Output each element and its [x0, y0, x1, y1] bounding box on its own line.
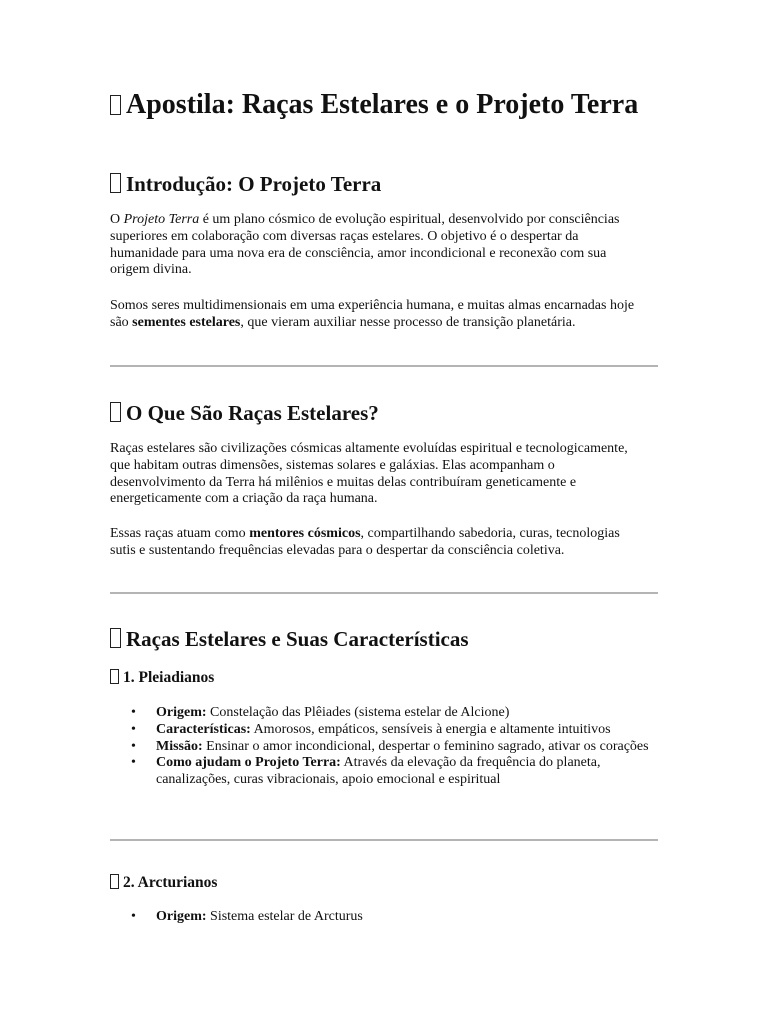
arcturianos-heading	[110, 873, 217, 893]
intro-paragraph-2	[110, 298, 640, 332]
item-label: Como ajudam o Projeto Terra:	[156, 755, 341, 771]
item-text: Ensinar o amor incondicional, despertar o feminino sagrado, ativar os corações	[202, 738, 649, 754]
intro-p1-after: é um plano cósmico de evolução espiritual, desenvolvido por consciências superiores em colaboração com diversas raças estelares. O objetivo é o despertar da humanidade para uma nova era de consciência, amor incondicional e reconexão com sua origem divina.	[110, 212, 620, 278]
document-title-text: Apostila: Raças Estelares e o Projeto Terra	[126, 89, 639, 120]
emoji-placeholder-icon	[110, 874, 119, 889]
list-item	[110, 722, 658, 739]
what-p2-bold: mentores cósmicos	[249, 526, 361, 541]
intro-p1-before: O	[110, 212, 124, 227]
item-label: Missão:	[156, 738, 203, 754]
item-text: Sistema estelar de Arcturus	[206, 909, 363, 924]
intro-p2-after: , que vieram auxiliar nesse processo de transição planetária.	[240, 314, 576, 330]
list-item	[110, 755, 658, 789]
pleiadianos-heading-text: 1. Pleiadianos	[123, 669, 215, 686]
intro-paragraph-1	[110, 212, 640, 279]
intro-heading	[110, 171, 381, 197]
item-label: Origem:	[156, 705, 207, 720]
divider	[110, 839, 658, 841]
races-heading-text: Raças Estelares e Suas Características	[126, 627, 469, 651]
item-text: Amorosos, empáticos, sensíveis à energia e altamente intuitivos	[250, 721, 611, 737]
emoji-placeholder-icon	[110, 669, 119, 684]
what-paragraph-2	[110, 526, 640, 560]
emoji-placeholder-icon	[110, 173, 121, 193]
emoji-placeholder-icon	[110, 95, 121, 115]
item-label: Características:	[156, 721, 251, 737]
what-heading	[110, 400, 379, 426]
races-heading	[110, 626, 469, 652]
what-paragraph-1: Raças estelares são civilizações cósmicas altamente evoluídas espiritual e tecnologicamente, que habitam outras dimensões, sistemas solares e galáxias. Elas acompanham o desenvolvimento da Terra há milênios e muitas delas contribuíram geneticamente e energeticamente com a criação da raça humana.	[110, 441, 628, 507]
intro-p2-bold: sementes estelares	[132, 314, 241, 330]
intro-heading-text: Introdução: O Projeto Terra	[126, 172, 382, 196]
intro-p2-before: Somos seres multidimensionais em uma experiência humana, e muitas almas encarnadas hoje são	[110, 298, 635, 330]
emoji-placeholder-icon	[110, 628, 121, 648]
item-text: Constelação das Plêiades (sistema estelar de Alcione)	[206, 705, 510, 720]
list-item	[110, 909, 658, 926]
what-p2-after: , compartilhando sabedoria, curas, tecnologias sutis e sustentando frequências elevadas para o despertar da consciência coletiva.	[110, 526, 620, 558]
pleiadianos-list	[110, 705, 658, 789]
what-heading-text: O Que São Raças Estelares?	[126, 401, 379, 425]
item-text: Através da elevação da frequência do planeta, canalizações, curas vibracionais, apoio emocional e espiritual	[156, 755, 601, 788]
arcturianos-list	[110, 909, 658, 926]
list-item	[110, 705, 658, 722]
divider	[110, 592, 658, 594]
divider	[110, 365, 658, 367]
list-item	[110, 739, 658, 756]
emoji-placeholder-icon	[110, 402, 121, 422]
what-p2-before: Essas raças atuam como	[110, 526, 250, 541]
pleiadianos-heading	[110, 668, 214, 688]
item-label: Origem:	[156, 909, 207, 924]
document-title	[110, 88, 670, 122]
intro-p1-em: Projeto Terra	[123, 212, 200, 227]
arcturianos-heading-text: 2. Arcturianos	[123, 874, 218, 891]
